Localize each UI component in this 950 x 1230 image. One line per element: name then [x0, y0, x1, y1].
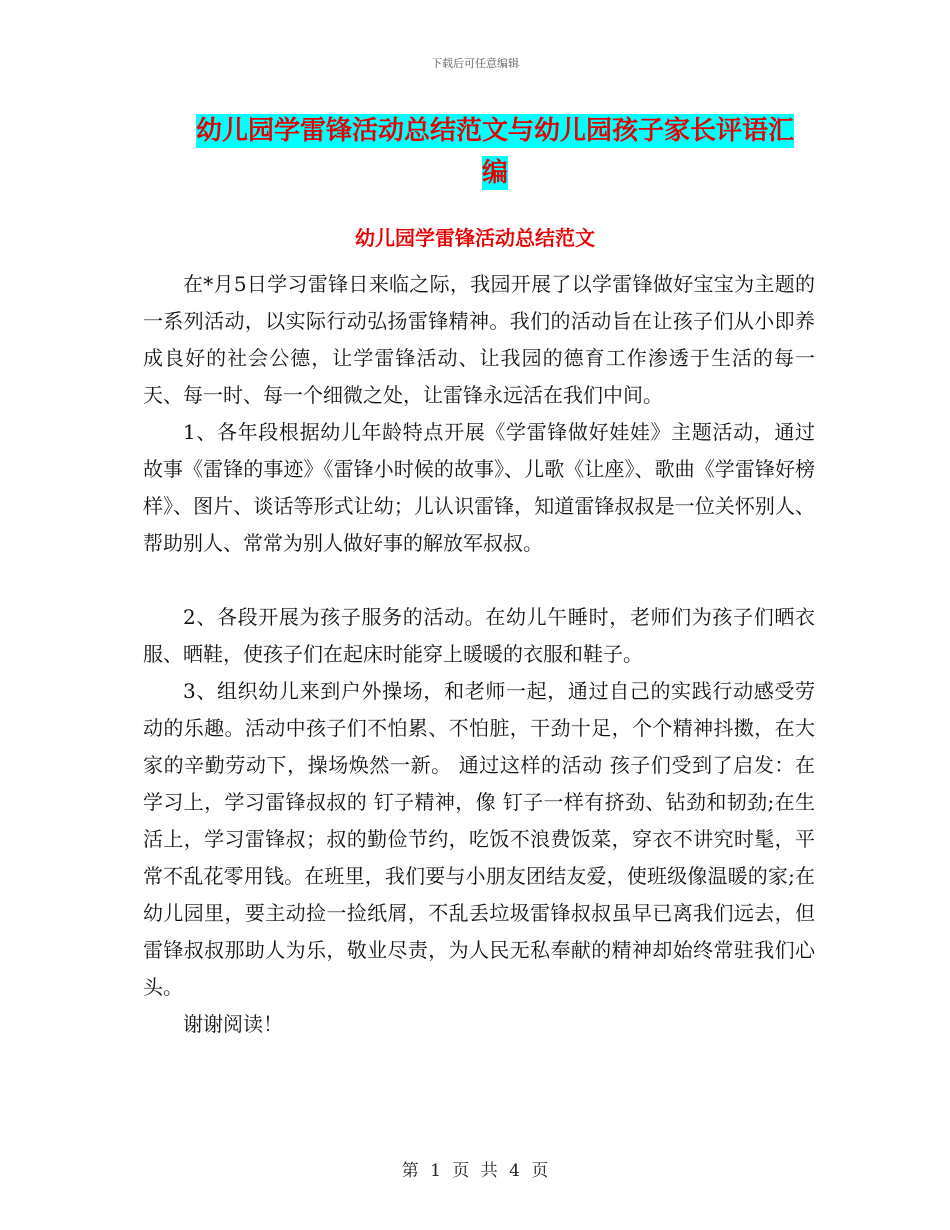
document-title-text: 幼儿园学雷锋活动总结范文与幼儿园孩子家长评语汇编: [195, 116, 794, 188]
paragraph-thanks: 谢谢阅读！: [183, 1012, 283, 1036]
paragraph-1: 1、各年段根据幼儿年龄特点开展《学雷锋做好娃娃》主题活动，通过故事《雷锋的事迹》《雷锋小时候的故事》、儿歌《让座》、歌曲《学雷锋好榜样》、图片、谈话等形式让幼；儿认识雷锋，知道雷锋叔叔是一位关怀别人、帮助别人、常常为别人做好事的解放军叔叔。: [143, 420, 815, 555]
document-title: [185, 110, 805, 194]
paragraph-3: 3、组织幼儿来到户外操场，和老师一起，通过自己的实践行动感受劳动的乐趣。活动中孩子们不怕累、不怕脏，干劲十足，个个精神抖擞，在大家的辛勤劳动下，操场焕然一新。 通过这样的活动 孩子们受到了启发：在学习上，学习雷锋叔叔的 钉子精神，像 钉子一样有挤劲、钻劲和韧劲;在生活上，学习雷锋叔；叔的勤俭节约，吃饭不浪费饭菜，穿衣不讲究时髦，平常不乱花零用钱。在班里，我们要与小朋友团结友爱，使班级像温暖的家;在幼儿园里，要主动捡一捡纸屑，不乱丢垃圾雷锋叔叔虽早已离我们远去，但雷锋叔叔那助人为乐，敬业尽责，为人民无私奉献的精神却始终常驻我们心头。: [143, 679, 815, 999]
paragraph-intro: 在*月5日学习雷锋日来临之际，我园开展了以学雷锋做好宝宝为主题的一系列活动，以实际行动弘扬雷锋精神。我们的活动旨在让孩子们从小即养成良好的社会公德，让学雷锋活动、让我园的德育工作渗透于生活的每一天、每一时、每一个细微之处，让雷锋永远活在我们中间。: [143, 272, 815, 407]
header-note: 下载后可任意编辑: [431, 57, 519, 70]
section-title: 幼儿园学雷锋活动总结范文: [355, 226, 595, 250]
body-text: [143, 266, 815, 1043]
page-footer: 第 1 页 共 4 页: [401, 1161, 549, 1181]
paragraph-2: 2、各段开展为孩子服务的活动。在幼儿午睡时，老师们为孩子们晒衣服、晒鞋，使孩子们在起床时能穿上暖暖的衣服和鞋子。: [143, 605, 815, 666]
